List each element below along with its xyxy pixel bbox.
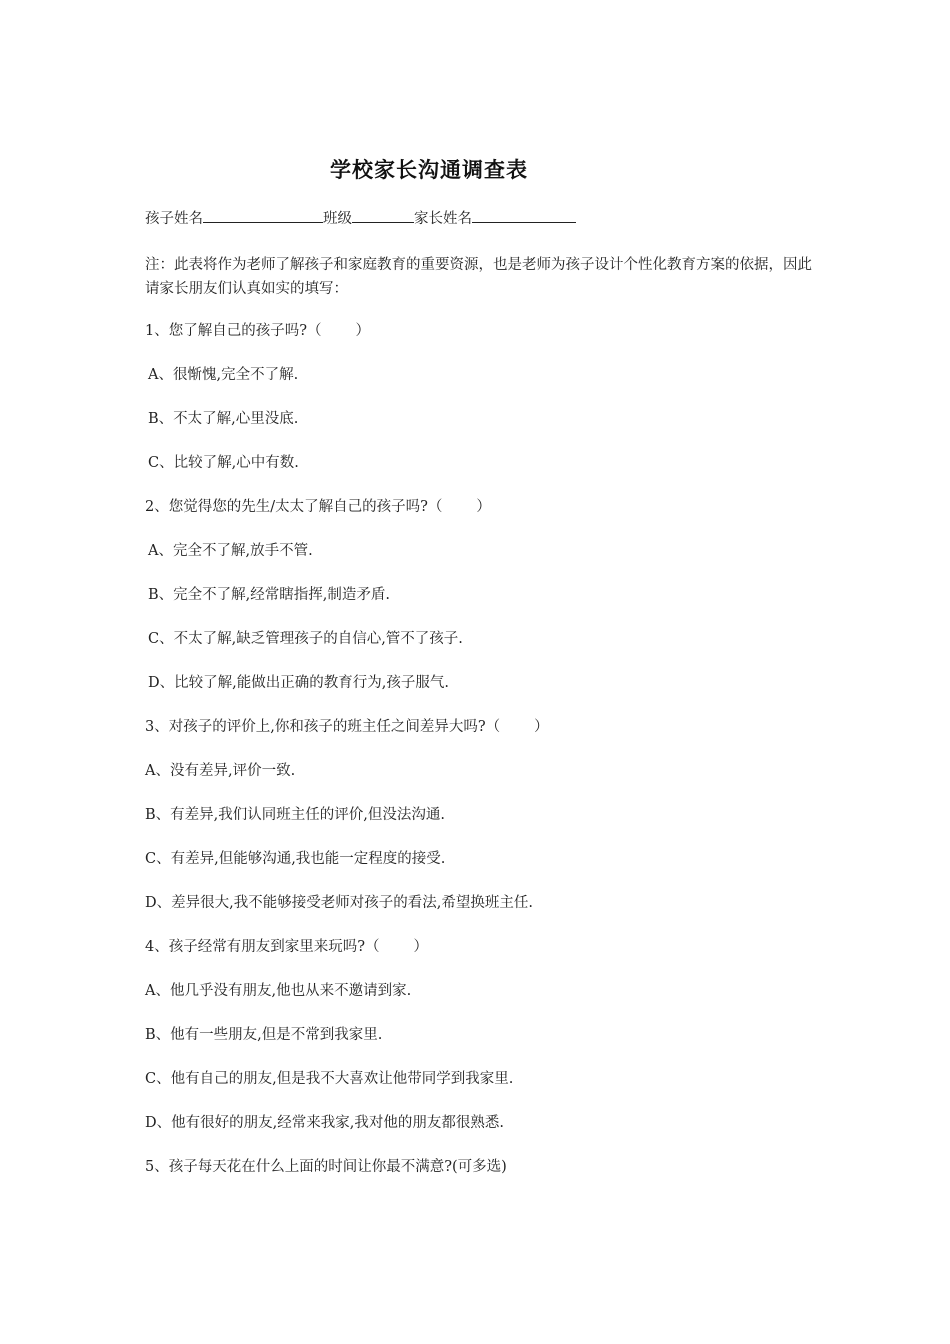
parent-name-blank: [472, 208, 576, 223]
question-1: [145, 321, 370, 341]
class-blank: [352, 208, 414, 223]
question-4-text: 4、孩子经常有朋友到家里来玩吗?（: [145, 939, 380, 955]
info-fields-row: [145, 208, 576, 229]
child-name-label: 孩子姓名: [145, 211, 203, 227]
question-2-text: 2、您觉得您的先生/太太了解自己的孩子吗?（: [145, 499, 443, 515]
question-3: [145, 717, 549, 737]
question-3-text: 3、对孩子的评价上,你和孩子的班主任之间差异大吗?（: [145, 719, 501, 735]
question-3-option-c: C、有差异,但能够沟通,我也能一定程度的接受.: [145, 851, 446, 867]
question-1-close-paren: ）: [355, 323, 370, 339]
child-name-blank: [203, 208, 323, 223]
question-1-option-a: A、很惭愧,完全不了解.: [148, 367, 299, 383]
instruction-note: 注：此表将作为老师了解孩子和家庭教育的重要资源，也是老师为孩子设计个性化教育方案的依据，因此请家长朋友们认真如实的填写：: [145, 257, 812, 297]
question-1-text: 1、您了解自己的孩子吗?（: [145, 323, 322, 339]
question-3-option-a: A、没有差异,评价一致.: [145, 763, 296, 779]
question-4-option-c: C、他有自己的朋友,但是我不大喜欢让他带同学到我家里.: [145, 1071, 514, 1087]
question-3-option-d: D、差异很大,我不能够接受老师对孩子的看法,希望换班主任.: [145, 895, 533, 911]
question-3-option-b: B、有差异,我们认同班主任的评价,但没法沟通.: [145, 807, 445, 823]
question-4-option-d: D、他有很好的朋友,经常来我家,我对他的朋友都很熟悉.: [145, 1115, 504, 1131]
question-1-option-b: B、不太了解,心里没底.: [148, 411, 299, 427]
question-2-option-a: A、完全不了解,放手不管.: [148, 543, 313, 559]
question-4-option-b: B、他有一些朋友,但是不常到我家里.: [145, 1027, 383, 1043]
question-5: [145, 1157, 507, 1177]
question-5-text: 5、孩子每天花在什么上面的时间让你最不满意?(可多选): [145, 1159, 507, 1175]
question-4: [145, 937, 428, 957]
document-title: 学校家长沟通调查表: [330, 157, 528, 182]
question-1-option-c: C、比较了解,心中有数.: [148, 455, 299, 471]
question-2-option-b: B、完全不了解,经常瞎指挥,制造矛盾.: [148, 587, 390, 603]
question-4-option-a: A、他几乎没有朋友,他也从来不邀请到家.: [145, 983, 412, 999]
question-2-option-d: D、比较了解,能做出正确的教育行为,孩子服气.: [148, 675, 449, 691]
class-label: 班级: [323, 211, 352, 227]
question-2-close-paren: ）: [476, 499, 491, 515]
question-2: [145, 497, 491, 517]
question-3-close-paren: ）: [534, 719, 549, 735]
question-2-option-c: C、不太了解,缺乏管理孩子的自信心,管不了孩子.: [148, 631, 463, 647]
parent-name-label: 家长姓名: [414, 211, 472, 227]
question-4-close-paren: ）: [413, 939, 428, 955]
